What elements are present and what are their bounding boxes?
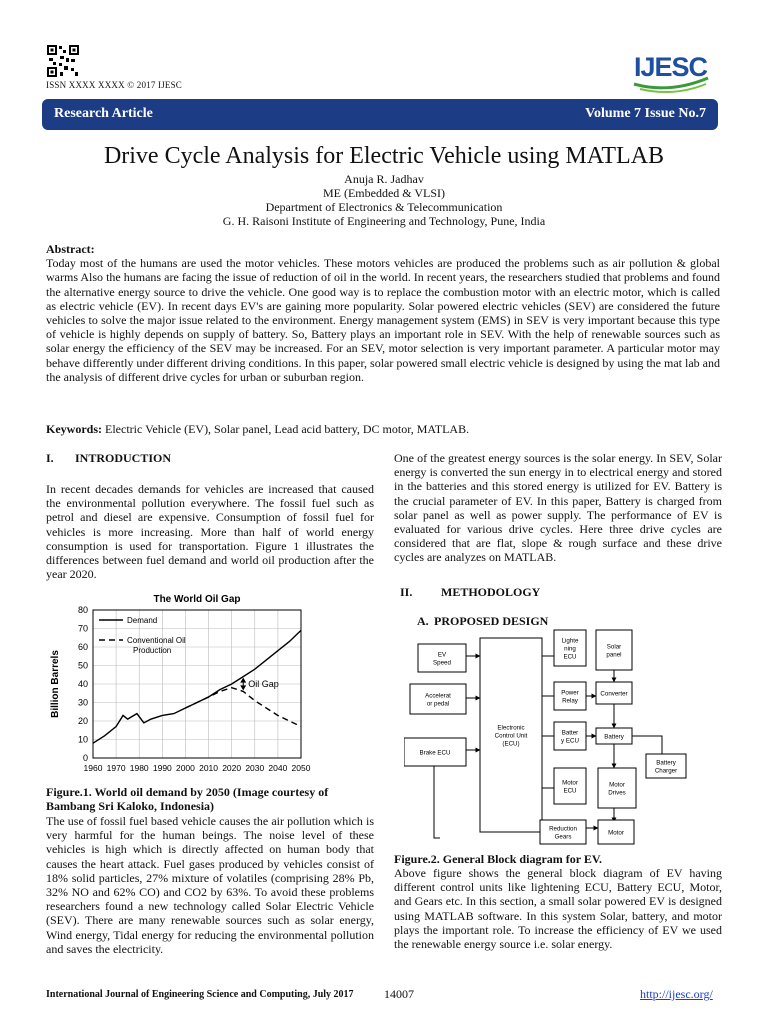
- block-label: ECU: [563, 653, 577, 661]
- abstract: [46, 242, 720, 384]
- block-label: ECU: [563, 787, 577, 795]
- article-type: Research Article: [54, 106, 153, 121]
- block-battery: [596, 728, 632, 744]
- block-label: Motor: [562, 779, 578, 787]
- y-tick-label: 60: [77, 642, 88, 652]
- x-tick-label: 2040: [268, 763, 288, 773]
- block-label: EV: [437, 651, 447, 659]
- footer-url-link[interactable]: http://ijesc.org/: [640, 987, 713, 1001]
- block-lightening-ecu: [554, 630, 586, 666]
- author-degree: ME (Embedded & VLSI): [322, 186, 446, 200]
- block-label: Control Unit: [494, 732, 528, 740]
- author-department: Department of Electronics & Telecommunication: [265, 200, 503, 214]
- oil-gap-label: Oil Gap: [248, 679, 279, 689]
- legend-label-production-2: Production: [133, 646, 172, 655]
- block-ev-speed: [418, 644, 466, 672]
- y-axis-label: Billion Barrels: [50, 650, 61, 718]
- header-banner: [42, 99, 718, 130]
- right-paragraph-2: Above figure shows the general block diagram of EV having different control units like lightening ECU, Battery ECU, Motor, and Gears etc. In this section, a small solar powered EV is designed using MATLAB software. In this system Solar, battery, and motor plays the important role. To increase the efficiency of EV we used the renewable energy source i.e. solar energy.: [394, 866, 722, 952]
- block-label: Lighte: [561, 637, 579, 645]
- block-label: y ECU: [561, 737, 579, 745]
- chart-legend: [99, 616, 186, 655]
- y-tick-label: 10: [77, 734, 88, 745]
- keywords-text: Electric Vehicle (EV), Solar panel, Lead acid battery, DC motor, MATLAB.: [105, 422, 470, 436]
- block-brake-ecu: [404, 738, 466, 766]
- x-tick-label: 1970: [106, 763, 126, 773]
- block-label: Battery: [604, 733, 624, 741]
- legend-label-demand: Demand: [127, 616, 158, 625]
- footer-journal: International Journal of Engineering Science and Computing, July 2017: [46, 989, 354, 1000]
- block-solar-panel: [596, 630, 632, 670]
- block-label: Gears: [554, 833, 572, 841]
- block-label: Batter: [561, 729, 579, 737]
- author-name: Anuja R. Jadhav: [344, 172, 424, 186]
- y-tick-label: 70: [77, 623, 88, 634]
- block-accelerator-pedal: [410, 684, 466, 714]
- keywords-label: Keywords:: [46, 422, 102, 436]
- intro-paragraph-1: In recent decades demands for vehicles are increased that caused the environmental pollution everywhere. The fossil fuel such as petrol and diesel are expensive. Consumption of fossil fuel for vehicles is more increasing. More than half of world energy consumption is used for transportation. Figure 1 illustrates the differences between fuel demand and world oil production after the year 2020.: [46, 482, 374, 582]
- x-tick-label: 1990: [152, 763, 172, 773]
- x-tick-label: 2010: [199, 763, 219, 773]
- keywords: [46, 422, 720, 437]
- x-tick-label: 1980: [129, 763, 149, 773]
- subsection-a-title: PROPOSED DESIGN: [434, 614, 549, 628]
- journal-logo: [630, 48, 710, 94]
- block-motor-drives: [598, 768, 636, 808]
- x-tick-label: 2030: [245, 763, 265, 773]
- x-tick-label: 2050: [291, 763, 311, 773]
- block-reduction-gears: [540, 820, 586, 844]
- y-tick-label: 40: [77, 679, 88, 689]
- block-label: Charger: [654, 767, 678, 775]
- block-label: Motor: [609, 781, 625, 789]
- block-motor: [598, 820, 634, 844]
- block-label: Accelerat: [425, 692, 451, 700]
- x-tick-label: 1960: [83, 763, 103, 773]
- footer-page-number: 14007: [384, 987, 414, 1001]
- y-tick-label: 20: [77, 716, 88, 726]
- block-label: Battery: [656, 759, 676, 767]
- block-battery-charger: [646, 754, 686, 778]
- logo-text: IJESC: [634, 52, 708, 82]
- block-ecu: [480, 638, 542, 832]
- y-tick-label: 50: [77, 660, 88, 671]
- abstract-heading: Abstract:: [46, 242, 95, 256]
- section-1-number: I.: [46, 451, 54, 465]
- figure-1-caption: Figure.1. World oil demand by 2050 (Image courtesy of Bambang Sri Kaloko, Indonesia): [46, 785, 329, 813]
- section-2-number: II.: [400, 585, 413, 599]
- world-oil-gap-chart: [46, 590, 374, 780]
- y-tick-label: 80: [77, 605, 88, 615]
- chart-title: The World Oil Gap: [153, 594, 241, 605]
- qr-code: [46, 44, 80, 78]
- block-motor-ecu: [554, 768, 586, 804]
- section-2-title: METHODOLOGY: [441, 585, 541, 599]
- block-label: Electronic: [497, 724, 525, 732]
- author-institute: G. H. Raisoni Institute of Engineering and Technology, Pune, India: [222, 214, 546, 228]
- block-converter: [596, 682, 632, 704]
- block-label: Drives: [608, 789, 626, 797]
- block-label: Converter: [600, 690, 628, 698]
- paper-title: Drive Cycle Analysis for Electric Vehicle using MATLAB: [103, 143, 665, 169]
- x-tick-label: 2000: [175, 763, 195, 773]
- block-label: ning: [564, 645, 576, 653]
- block-label: Motor: [608, 829, 624, 837]
- block-label: Power: [561, 689, 579, 697]
- legend-label-production-1: Conventional Oil: [127, 636, 186, 645]
- block-label: Speed: [433, 659, 451, 667]
- volume-issue: Volume 7 Issue No.7: [585, 106, 706, 121]
- block-power-relay: [554, 682, 586, 710]
- subsection-a-number: A.: [417, 614, 429, 628]
- block-label: Reduction: [549, 825, 577, 833]
- block-battery-ecu: [554, 722, 586, 750]
- section-1-title: INTRODUCTION: [75, 451, 172, 465]
- x-tick-label: 2020: [222, 763, 242, 773]
- block-label: Solar: [606, 643, 622, 651]
- right-paragraph-1: One of the greatest energy sources is the solar energy. In SEV, Solar energy is converted the sun energy in to electrical energy and stored in the batteries and this stored energy is utilized for EV. Battery is the crucial parameter of EV. In this paper, Battery is charged from solar panel as well as power supply. The performance of EV is evaluated for various drive cycles. Here three drive cycles are considered that are flat, slope & rough surface and these drive cycles are analyzes on MATLAB.: [394, 451, 722, 565]
- figure-2-caption: Figure.2. General Block diagram for EV.: [394, 852, 602, 866]
- block-label: or pedal: [426, 700, 450, 708]
- y-tick-label: 0: [82, 753, 88, 763]
- intro-paragraph-2: The use of fossil fuel based vehicle causes the air pollution which is very harmful for the human beings. The noise level of these vehicles is high which is directly affected on human body that causes the heart attack. Fuel gases produced by vehicles consist of 18% solid particles, 27% mixture of volatiles (comprising 28% Pb, 32% NO and 62% CO) and CO2 by 63%. To avoid these problems researchers found a new technology called Solar Electric Vehicle (SEV). There are many renewable sources such as solar energy, Wind energy, Tidal energy for reducing the environmental pollution and saves the electricity.: [46, 814, 374, 956]
- block-label: Brake ECU: [419, 749, 451, 757]
- block-label: panel: [606, 651, 622, 659]
- y-tick-label: 30: [77, 697, 88, 708]
- abstract-text: Today most of the humans are used the motor vehicles. These motors vehicles are produced the problems such as air pollution & global warms Also the humans are facing the issue of reduction of oil in the world. In recent years, the researchers studied that problems and found the alternative energy source to drive the vehicle. One good way is to replace the combustion motor with an electric motor, which is called as electric vehicle (EV). In recent days EV's are gaining more popularity. Solar powered electric vehicles (SEV) are considered the future vehicles to solve the major issue related to the environment. Energy management system (EMS) in SEV is very important because this type of vehicle is highly depends on supply of battery. So, Battery plays an important role in SEV. With the help of renewable sources such as solar energy the efficiency of the SEV may be increased. For an SEV, motor selection is very important parameter. A particular motor may behave differently under different driving conditions. In this paper, solar powered small electric vehicle is designed by using the mat lab and the analysis of different drive cycles for urban or suburban region.: [46, 256, 720, 384]
- issn-line: ISSN XXXX XXXX © 2017 IJESC: [46, 80, 182, 90]
- ev-block-diagram: [404, 628, 720, 850]
- block-label: (ECU): [502, 740, 520, 748]
- block-label: Relay: [562, 697, 578, 705]
